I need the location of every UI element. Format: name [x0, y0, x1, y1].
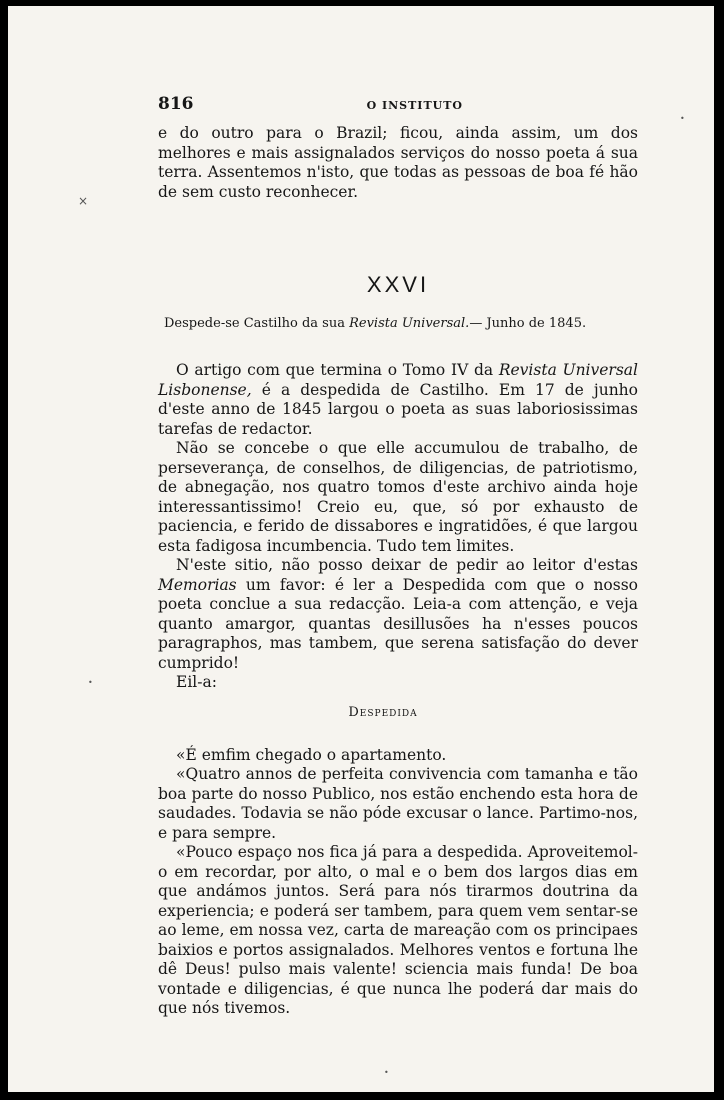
- paragraph-1: [158, 361, 638, 439]
- quote-paragraph-3: «Pouco espaço nos fica já para a despedida. Aproveitemol-o em recordar, por alto, o mal e o bem dos largos dias em que andámos juntos. Será para nós tirarmos doutrina da experiencia; e poderá ser tambem, para quem vem sentar-se ao leme, em nossa vez, carta de mareação com os principaes baixios e portos assignalados. Melhores ventos e fortuna lhe dê Deus! pulso mais valente! sciencia mais funda! De boa vontade e diligencias, é que nunca lhe poderá dar mais do que nós tivemos.: [158, 843, 638, 1017]
- scanned-page: [8, 6, 714, 1092]
- ink-speck-mark: ×: [78, 194, 89, 208]
- section-title: Despedida: [348, 704, 418, 720]
- quote-paragraph-2: «Quatro annos de perfeita convivencia com tamanha e tão boa parte do nosso Publico, nos estão enchendo esta hora de saudades. Todavia se não póde excusar o lance. Partimo-nos, e para sempre.: [158, 765, 638, 842]
- paragraph-3: [158, 556, 638, 673]
- ink-speck-dot: •: [384, 1068, 389, 1077]
- chapter-summary-title: Revista Universal.: [349, 316, 470, 331]
- continuation-paragraph: e do outro para o Brazil; ficou, ainda assim, um dos melhores e mais assignalados serviços do nosso poeta á sua terra. Assentemos n'isto, que todas as pessoas de boa fé hão de sem custo reconhecer.: [158, 124, 638, 201]
- paragraph-1-title: Revista Universal Lisbonense,: [158, 361, 638, 399]
- chapter-summary-text: Despede-se Castilho da sua: [164, 316, 350, 331]
- paragraph-3-text: N'este sitio, não posso deixar de pedir ao leitor d'estas: [176, 556, 638, 574]
- page-content: [158, 94, 638, 1019]
- chapter-heading: XXVI: [366, 272, 430, 297]
- quote-paragraph-1: «É emfim chegado o apartamento.: [176, 745, 447, 764]
- ink-speck-dot: •: [680, 114, 685, 123]
- page-number: 816: [158, 94, 194, 114]
- paragraph-1-text: O artigo com que termina o Tomo IV da: [176, 361, 499, 379]
- paragraph-3-rest: um favor: é ler a Despedida com que o nosso poeta conclue a sua redacção. Leia-a com attenção, e veja quanto amargor, quantas desillusões ha n'esses poucos paragraphos, mas tambem, que serena satisfação do dever cumprido!: [158, 575, 638, 672]
- paragraph-4: Eil-a:: [176, 673, 217, 691]
- ink-speck-dot: •: [88, 678, 93, 687]
- paragraph-1-rest: é a despedida de Castilho. Em 17 de junho d'este anno de 1845 largou o poeta as suas laboriosissimas tarefas de redactor.: [158, 380, 638, 438]
- running-title: O INSTITUTO: [366, 99, 463, 112]
- paragraph-2: Não se concebe o que elle accumulou de trabalho, de perseverança, de conselhos, de diligencias, de patriotismo, de abnegação, nos quatro tomos d'este archivo ainda hoje interessantissimo! Creio eu, que, só por exhausto de paciencia, e ferido de dissabores e ingratidões, é que largou esta fadigosa incumbencia. Tudo tem limites.: [158, 439, 638, 555]
- page-header: [158, 94, 638, 124]
- chapter-summary: [164, 316, 638, 331]
- chapter-summary-date: — Junho de 1845.: [469, 316, 587, 331]
- paragraph-3-title: Memorias: [158, 575, 237, 594]
